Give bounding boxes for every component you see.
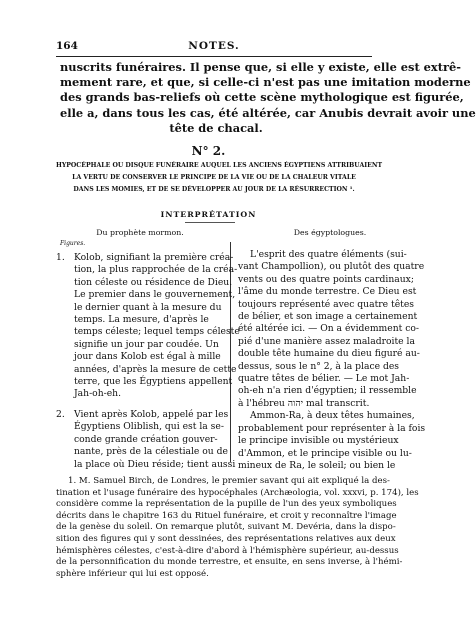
text-line: vant Champollion), ou plutôt des quatre <box>238 261 425 273</box>
footnote-line: considère comme la représentation de la pupille de l'un des yeux symboliques <box>56 499 397 510</box>
footnote-line: tination et l'usage funéraire des hypocéphales (Archæologia, vol. xxxvi, p. 174), les <box>56 487 419 498</box>
page-number: 164 <box>56 40 78 52</box>
text-line: à l'hébreu יהוה mal transcrit. <box>238 397 370 409</box>
text-line: Le premier dans le gouvernement, <box>74 289 236 301</box>
text-line: elle a, dans tous les cas, été altérée, car Anubis devrait avoir une <box>60 105 476 120</box>
text-line: temps céleste; lequel temps céleste <box>74 326 240 338</box>
item-text <box>74 252 240 401</box>
header-rule <box>56 56 372 57</box>
text-line: tion céleste ou résidence de Dieu. <box>74 276 233 288</box>
text-line: de bélier, et son image a certainement <box>238 311 418 323</box>
section-caption <box>56 160 383 196</box>
caption-line: DANS LES MOMIES, ET DE SE DÉVELOPPER AU JOUR DE LA RÉSURRECTION ¹. <box>73 186 355 193</box>
figure-item-1 <box>56 252 240 401</box>
running-title: NOTES. <box>188 40 240 52</box>
interpretation-title: INTERPRÉTATION <box>160 210 257 219</box>
text-line: signifie un jour par coudée. Un <box>74 338 219 350</box>
footnote-line: décrits dans le chapitre 163 du Rituel funéraire, et croit y reconnaître l'image <box>56 510 397 521</box>
text-line: terre, que les Égyptiens appellent <box>74 376 233 388</box>
footnote-line: 1. M. Samuel Birch, de Londres, le premier savant qui ait expliqué la des- <box>68 476 390 486</box>
footnote <box>56 476 419 580</box>
text-line: toujours représenté avec quatre têtes <box>238 298 414 310</box>
footnote-line: de la personnification du monde terrestre, et ensuite, en sens inverse, à l'hémi- <box>56 557 403 568</box>
item-number: 1. <box>56 252 65 263</box>
text-line: Ammon-Ra, à deux têtes humaines, <box>250 410 415 422</box>
text-line: conde grande création gouver- <box>74 433 218 445</box>
text-line: des grands bas-reliefs où cette scène mythologique est figurée, <box>60 90 464 105</box>
text-line: temps. La mesure, d'après le <box>74 314 209 326</box>
text-line: été altérée ici. — On a évidemment co- <box>238 323 420 335</box>
text-line: nuscrits funéraires. Il pense que, si elle y existe, elle est extrê- <box>60 60 461 74</box>
text-line: Kolob, signifiant la première créa- <box>74 252 234 263</box>
text-line: nante, près de la célestiale ou de <box>74 446 228 458</box>
text-line: tion, la plus rapprochée de la créa- <box>74 264 238 276</box>
text-line: quatre têtes de bélier. — Le mot Jah- <box>238 373 410 385</box>
text-line: la place où Dieu réside; tient aussi <box>74 458 236 470</box>
column-divider <box>230 242 231 462</box>
text-line: mement rare, et que, si celle-ci n'est pas une imitation moderne <box>60 75 471 90</box>
text-line: dessus, sous le n° 2, à la place des <box>238 360 400 372</box>
title-rule <box>185 222 235 223</box>
caption-line: HYPOCÉPHALE OU DISQUE FUNÉRAIRE AUQUEL LES ANCIENS ÉGYPTIENS ATTRIBUAIENT <box>56 162 383 169</box>
text-line: oh-eh n'a rien d'égyptien; il ressemble <box>238 385 417 397</box>
caption-line: LA VERTU DE CONSERVER LE PRINCIPE DE LA VIE OU DE LA CHALEUR VITALE <box>72 174 356 181</box>
section-number: N° 2. <box>191 144 226 158</box>
figures-label: Figures. <box>60 240 86 247</box>
text-line: Vient après Kolob, appelé par les <box>74 408 229 420</box>
text-line: vents ou des quatre points cardinaux; <box>238 273 414 285</box>
text-line: le dernier quant à la mesure du <box>74 301 222 313</box>
text-line: Égyptiens Oliblish, qui est la se- <box>74 421 224 433</box>
footnote-line: de la genèse du soleil. On remarque plutôt, suivant M. Devéria, dans la dispo- <box>56 522 396 533</box>
text-line: années, d'après la mesure de cette <box>74 363 237 375</box>
footnote-line: sition des figures qui y sont dessinées, des représentations relatives aux deux <box>56 533 396 544</box>
footnote-line: sphère inférieur qui lui est opposé. <box>56 568 209 579</box>
left-column <box>56 252 240 479</box>
text-line: pié d'une manière assez maladroite la <box>238 335 415 347</box>
text-line: le principe invisible ou mystérieux <box>238 435 399 447</box>
item-number: 2. <box>56 408 65 420</box>
text-line: tête de chacal. <box>169 120 263 135</box>
running-header <box>56 40 372 54</box>
intro-paragraph <box>60 60 476 136</box>
figure-item-2 <box>56 408 236 471</box>
text-line: L'esprit des quatre éléments (sui- <box>250 249 407 260</box>
footnote-line: hémisphères célestes, c'est-à-dire d'abord à l'hémisphère supérieur, au-dessus <box>56 545 399 556</box>
text-line: Jah-oh-eh. <box>74 388 122 400</box>
right-column <box>238 249 426 472</box>
text-line: double tête humaine du dieu figuré au- <box>238 348 420 360</box>
right-column-header: Des égyptologues. <box>293 228 367 237</box>
text-line: jour dans Kolob est égal à mille <box>74 351 221 363</box>
text-line: mineux de Ra, le soleil; ou bien le <box>238 459 396 471</box>
left-column-header: Du prophète mormon. <box>96 228 184 237</box>
item-text <box>74 408 236 471</box>
text-line: probablement pour représenter à la fois <box>238 422 426 434</box>
text-line: d'Ammon, et le principe visible ou lu- <box>238 447 412 459</box>
text-line: l'âme du monde terrestre. Ce Dieu est <box>238 286 417 298</box>
